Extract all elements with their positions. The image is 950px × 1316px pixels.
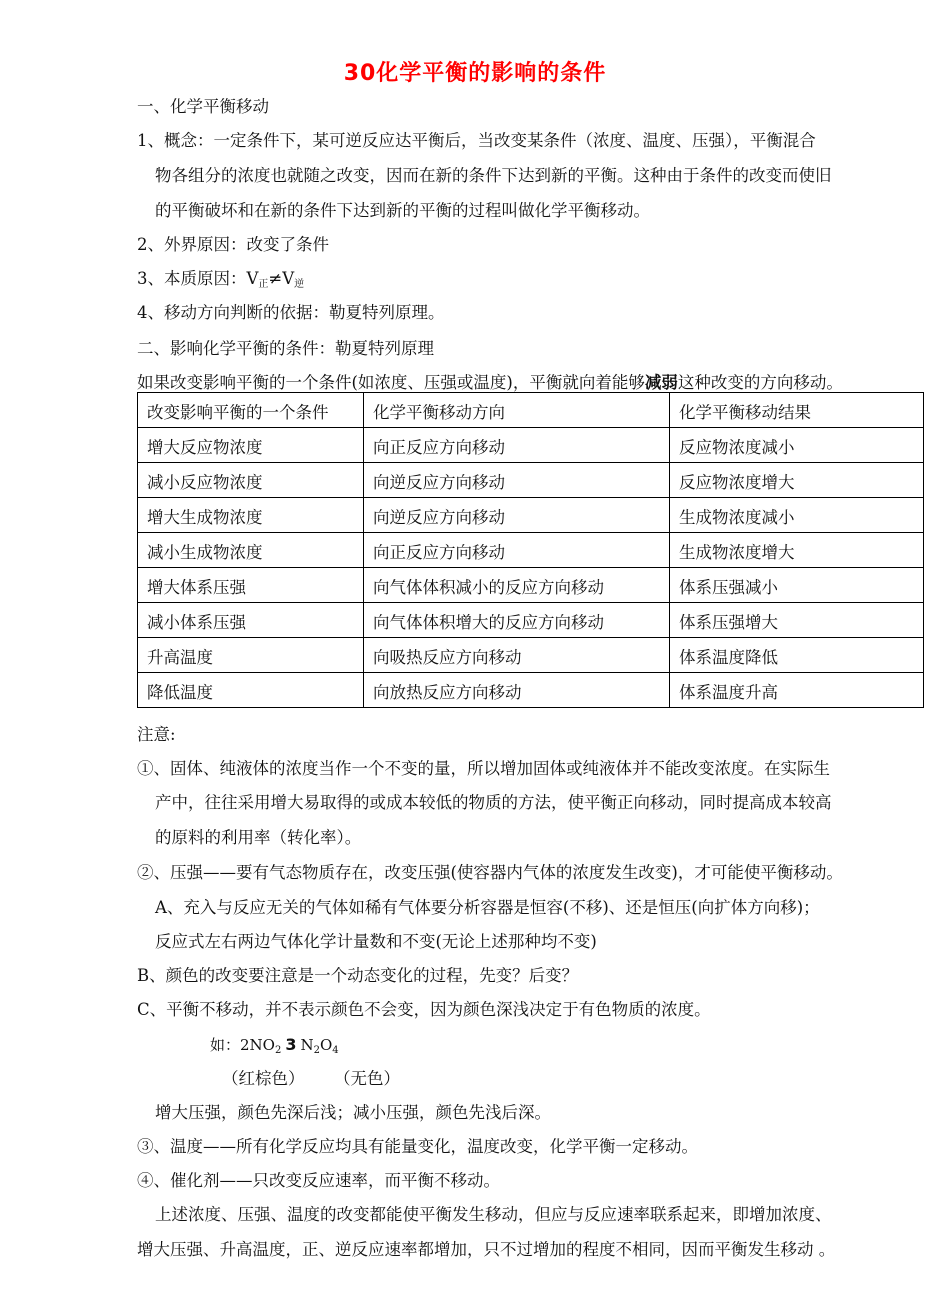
- table-cell: 向气体体积增大的反应方向移动: [364, 603, 670, 638]
- table-cell: 向放热反应方向移动: [364, 673, 670, 708]
- section1-heading: 一、化学平衡移动: [137, 97, 269, 116]
- table-header-cell: 化学平衡移动方向: [364, 393, 670, 428]
- essential-cause: [137, 268, 304, 296]
- table-cell: 反应物浓度增大: [670, 463, 924, 498]
- table-cell: 向逆反应方向移动: [364, 498, 670, 533]
- color-red-brown: （红棕色）: [222, 1069, 305, 1088]
- principle-bold-weaken: 减弱: [644, 373, 678, 392]
- equation-right-o: O: [319, 1036, 333, 1054]
- table-cell: 增大生成物浓度: [138, 498, 364, 533]
- note2-b: B、颜色的改变要注意是一个动态变化的过程，先变？后变？: [137, 966, 579, 985]
- equilibrium-table: [137, 392, 924, 708]
- not-equal-v: ≠V: [268, 269, 295, 288]
- note2-c: C、平衡不移动，并不表示颜色不会变，因为颜色深浅决定于有色物质的浓度。: [137, 1000, 711, 1019]
- table-cell: 体系压强减小: [670, 568, 924, 603]
- reverse-subscript: 逆: [294, 279, 305, 290]
- concept-line-3: 的平衡破坏和在新的条件下达到新的平衡的过程叫做化学平衡移动。: [155, 201, 650, 220]
- color-colorless: （无色）: [334, 1069, 400, 1088]
- external-cause: 2、外界原因：改变了条件: [137, 235, 329, 254]
- forward-subscript: 正: [258, 279, 269, 290]
- section2-heading: 二、影响化学平衡的条件：勒夏特列原理: [137, 339, 434, 358]
- table-cell: 减小反应物浓度: [138, 463, 364, 498]
- equation-sub-3: 4: [332, 1045, 339, 1056]
- equation-sub-1: 2: [274, 1045, 282, 1056]
- notes-heading: 注意:: [137, 725, 176, 744]
- principle-post: 这种改变的方向移动。: [677, 373, 843, 392]
- table-row: [138, 428, 924, 463]
- principle-statement: [137, 372, 843, 394]
- equation-left: 如：2NO: [210, 1036, 275, 1054]
- table-cell: 向正反应方向移动: [364, 428, 670, 463]
- direction-basis: 4、移动方向判断的依据：勒夏特列原理。: [137, 303, 445, 322]
- table-row: [138, 498, 924, 533]
- table-header-cell: 改变影响平衡的一个条件: [138, 393, 364, 428]
- table-row: [138, 533, 924, 568]
- table-row: [138, 603, 924, 638]
- table-cell: 向正反应方向移动: [364, 533, 670, 568]
- table-cell: 降低温度: [138, 673, 364, 708]
- equilibrium-arrow: 3: [285, 1035, 297, 1054]
- table-cell: 体系温度升高: [670, 673, 924, 708]
- note2-line-1: ②、压强——要有气态物质存在，改变压强(使容器内气体的浓度发生改变)，才可能使平衡移动。: [137, 863, 843, 882]
- table-cell: 反应物浓度减小: [670, 428, 924, 463]
- note2-d: 增大压强，颜色先深后浅；减小压强，颜色先浅后深。: [155, 1103, 551, 1122]
- table-cell: 生成物浓度减小: [670, 498, 924, 533]
- note1-line-1: ①、固体、纯液体的浓度当作一个不变的量，所以增加固体或纯液体并不能改变浓度。在实际生: [137, 759, 830, 778]
- note3: ③、温度——所有化学反应均具有能量变化，温度改变，化学平衡一定移动。: [137, 1137, 698, 1156]
- table-cell: 升高温度: [138, 638, 364, 673]
- table-cell: 增大体系压强: [138, 568, 364, 603]
- table-cell: 增大反应物浓度: [138, 428, 364, 463]
- page-title: 30化学平衡的影响的条件: [343, 61, 607, 86]
- table-cell: 向气体体积减小的反应方向移动: [364, 568, 670, 603]
- table-row: [138, 673, 924, 708]
- concept-line-1: 1、概念：一定条件下，某可逆反应达平衡后，当改变某条件（浓度、温度、压强），平衡混合: [137, 131, 816, 150]
- table-row: [138, 638, 924, 673]
- table-row: [138, 463, 924, 498]
- note2-a-line-1: A、充入与反应无关的气体如稀有气体要分析容器是恒容(不移)、还是恒压(向扩体方向移)；: [155, 898, 820, 917]
- table-cell: 向逆反应方向移动: [364, 463, 670, 498]
- table-cell: 体系温度降低: [670, 638, 924, 673]
- table-cell: 生成物浓度增大: [670, 533, 924, 568]
- table-row: [138, 568, 924, 603]
- table-cell: 减小生成物浓度: [138, 533, 364, 568]
- note4: ④、催化剂——只改变反应速率，而平衡不移动。: [137, 1171, 500, 1190]
- equation-right-n: N: [300, 1036, 314, 1054]
- table-cell: 体系压强增大: [670, 603, 924, 638]
- example-equation: [210, 1034, 339, 1062]
- table-header-row: [138, 393, 924, 428]
- equation-sub-2: 2: [313, 1045, 320, 1056]
- note2-a-line-2: 反应式左右两边气体化学计量数和不变(无论上述那种均不变): [155, 932, 597, 951]
- table-cell: 向吸热反应方向移动: [364, 638, 670, 673]
- note1-line-2: 产中，往往采用增大易取得的或成本较低的物质的方法，使平衡正向移动，同时提高成本较高: [155, 793, 832, 812]
- table-header-cell: 化学平衡移动结果: [670, 393, 924, 428]
- principle-pre: 如果改变影响平衡的一个条件(如浓度、压强或温度)，平衡就向着能够: [137, 373, 645, 392]
- essential-cause-prefix: 3、本质原因：V: [137, 269, 259, 288]
- summary-line-1: 上述浓度、压强、温度的改变都能使平衡发生移动，但应与反应速率联系起来，即增加浓度、: [155, 1205, 832, 1224]
- table-cell: 减小体系压强: [138, 603, 364, 638]
- concept-line-2: 物各组分的浓度也就随之改变，因而在新的条件下达到新的平衡。这种由于条件的改变而使旧: [155, 166, 832, 185]
- summary-line-2: 增大压强、升高温度，正、逆反应速率都增加，只不过增加的程度不相同，因而平衡发生移动 。: [137, 1240, 836, 1259]
- note1-line-3: 的原料的利用率（转化率）。: [155, 828, 362, 847]
